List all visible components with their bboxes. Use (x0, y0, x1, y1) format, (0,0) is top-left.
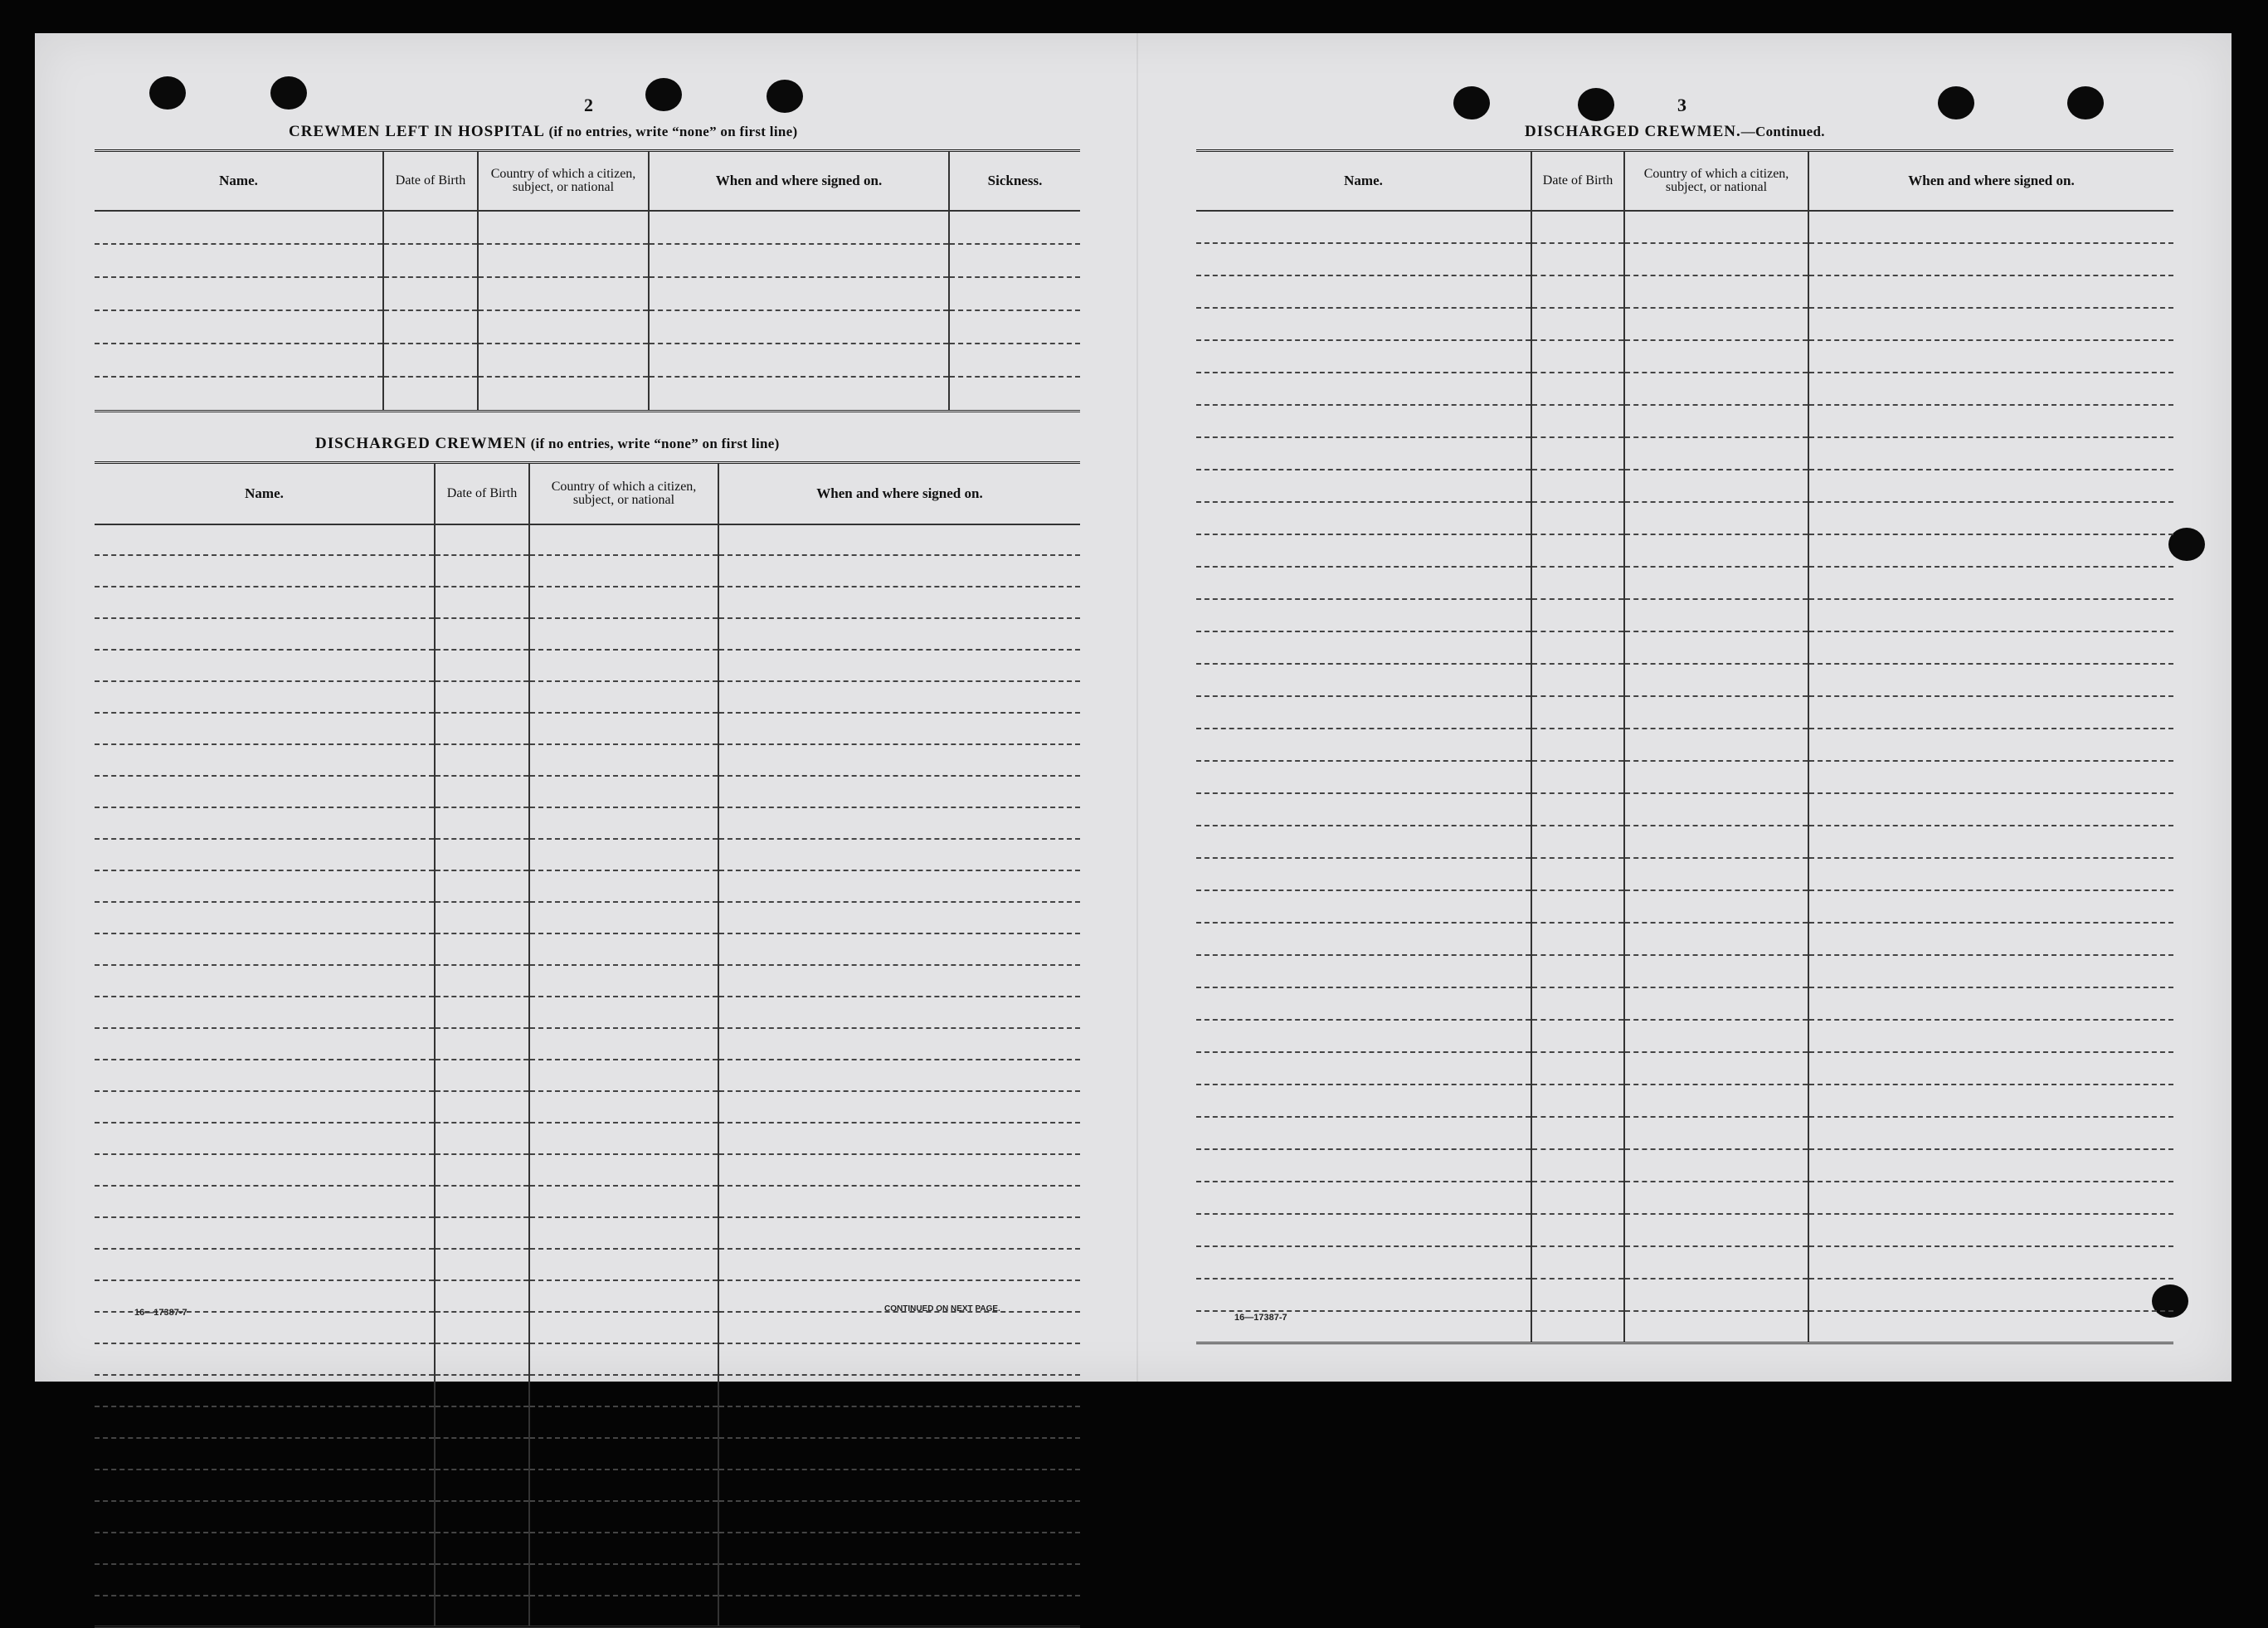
discharged-continued-suffix: —Continued. (1740, 124, 1825, 139)
table-row (1196, 373, 2173, 405)
table-row (1196, 502, 2173, 534)
table-row (1196, 955, 2173, 987)
table-row (95, 310, 1080, 344)
table-row (95, 744, 1080, 776)
table-row (1196, 761, 2173, 793)
punch-hole (2168, 528, 2205, 561)
col-name: Name. (1196, 151, 1531, 211)
table-row (95, 587, 1080, 618)
col-signed-on: When and where signed on. (649, 151, 949, 211)
table-row (95, 1028, 1080, 1060)
table-row (95, 902, 1080, 933)
col-name: Name. (95, 151, 383, 211)
punch-hole (1938, 86, 1974, 119)
table-row (95, 776, 1080, 807)
col-date-of-birth: Date of Birth (435, 463, 529, 524)
table-row (1196, 470, 2173, 502)
col-date-of-birth: Date of Birth (383, 151, 478, 211)
table-row (95, 1375, 1080, 1406)
table-row (95, 377, 1080, 412)
table-row (95, 965, 1080, 997)
hospital-instruction: (if no entries, write “none” on first line) (548, 124, 798, 139)
table-row (1196, 631, 2173, 664)
discharged-title: DISCHARGED CREWMEN (315, 435, 527, 452)
table-row (1196, 1279, 2173, 1311)
table-row (1196, 793, 2173, 826)
table-row (1196, 826, 2173, 858)
table-row (95, 1217, 1080, 1249)
table-row (95, 997, 1080, 1028)
table-row (1196, 340, 2173, 373)
table-row (1196, 534, 2173, 567)
col-signed-on: When and where signed on. (1808, 151, 2173, 211)
punch-hole (767, 80, 803, 113)
form-number-left: 16—17387-7 (134, 1308, 187, 1318)
table-row (95, 1596, 1080, 1627)
table-row (1196, 599, 2173, 631)
table-row (95, 1501, 1080, 1533)
hospital-title: CREWMEN LEFT IN HOSPITAL (289, 123, 545, 140)
table-row (1196, 1311, 2173, 1343)
table-row (95, 1406, 1080, 1438)
punch-hole (149, 76, 186, 110)
table-row (95, 277, 1080, 310)
table-row (95, 713, 1080, 744)
col-sickness: Sickness. (949, 151, 1080, 211)
table-row (95, 1091, 1080, 1123)
table-row (95, 1470, 1080, 1501)
punch-hole (1453, 86, 1490, 119)
table-row (1196, 275, 2173, 308)
table-row (1196, 1020, 2173, 1052)
table-row (1196, 1214, 2173, 1246)
table-row (95, 524, 1080, 555)
col-name: Name. (95, 463, 435, 524)
table-row (95, 807, 1080, 839)
hospital-section-title (289, 123, 797, 141)
table-row (95, 1060, 1080, 1091)
table-row (1196, 729, 2173, 761)
table-row (1196, 567, 2173, 599)
discharged-table-right (1196, 149, 2173, 1344)
continued-note: CONTINUED ON NEXT PAGE. (884, 1304, 1000, 1314)
page-number-right: 3 (1677, 95, 1686, 115)
punch-hole (2067, 86, 2104, 119)
hospital-table (95, 149, 1080, 412)
table-row (1196, 1117, 2173, 1149)
table-row (95, 933, 1080, 965)
discharged-continued-title: DISCHARGED CREWMEN. (1525, 123, 1741, 140)
table-row (1196, 664, 2173, 696)
table-row (95, 839, 1080, 870)
table-row (95, 870, 1080, 902)
table-row (1196, 987, 2173, 1020)
table-row (1196, 858, 2173, 890)
discharged-section-title (315, 435, 780, 453)
table-row (1196, 437, 2173, 470)
table-row (1196, 1246, 2173, 1279)
table-row (1196, 405, 2173, 437)
discharged-table-left (95, 461, 1080, 1628)
table-row (95, 1186, 1080, 1217)
table-row (95, 344, 1080, 377)
table-row (1196, 1052, 2173, 1085)
table-row (95, 1564, 1080, 1596)
table-row (1196, 696, 2173, 729)
table-row (95, 681, 1080, 713)
col-country: Country of which a citizen, subject, or national (529, 463, 718, 524)
table-row (1196, 211, 2173, 243)
form-number-right: 16—17387-7 (1234, 1313, 1287, 1323)
table-row (1196, 308, 2173, 340)
table-row (1196, 243, 2173, 275)
table-row (1196, 890, 2173, 923)
table-row (95, 1123, 1080, 1154)
table-row (95, 555, 1080, 587)
table-row (95, 1312, 1080, 1343)
table-row (1196, 1149, 2173, 1182)
punch-hole (1578, 88, 1614, 121)
table-row (95, 1249, 1080, 1280)
table-row (1196, 1182, 2173, 1214)
page-number-left: 2 (584, 95, 593, 115)
table-row (95, 1438, 1080, 1470)
col-signed-on: When and where signed on. (718, 463, 1080, 524)
table-row (1196, 1085, 2173, 1117)
table-row (95, 1343, 1080, 1375)
table-row (95, 211, 1080, 244)
table-row (1196, 923, 2173, 955)
table-row (95, 1533, 1080, 1564)
table-row (95, 618, 1080, 650)
discharged-continued-section-title (1525, 123, 1825, 141)
col-country: Country of which a citizen, subject, or national (478, 151, 649, 211)
table-row (95, 244, 1080, 277)
discharged-instruction: (if no entries, write “none” on first line) (530, 436, 780, 451)
col-date-of-birth: Date of Birth (1531, 151, 1624, 211)
punch-hole (270, 76, 307, 110)
table-row (95, 1154, 1080, 1186)
punch-hole (645, 78, 682, 111)
table-row (95, 650, 1080, 681)
col-country: Country of which a citizen, subject, or national (1624, 151, 1808, 211)
page-fold (1136, 33, 1138, 1382)
